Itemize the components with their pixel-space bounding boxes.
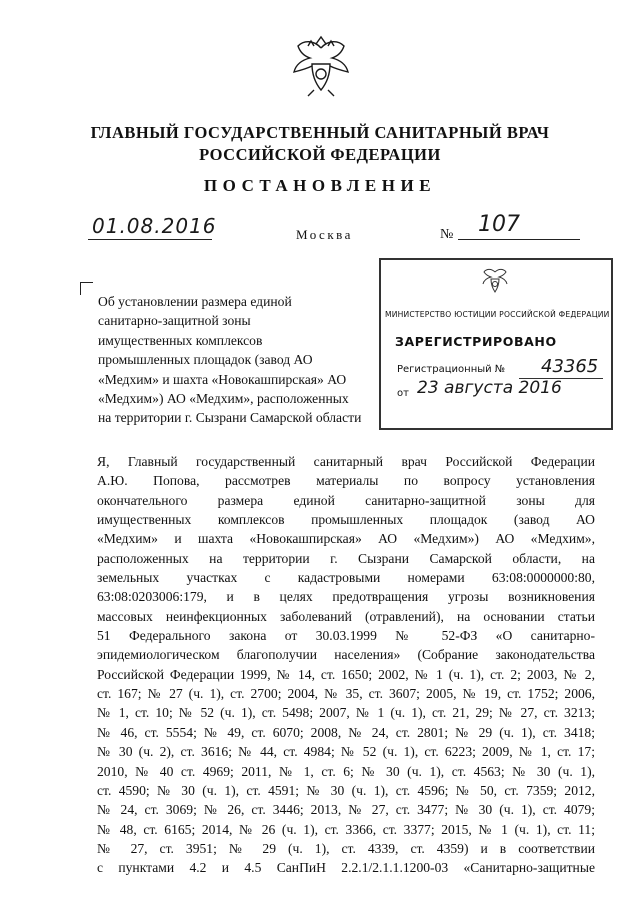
stamp-reg-date: 23 августа 2016	[417, 378, 562, 398]
body-line: Российской Федерации 1999, № 14, ст. 1650; 2002, № 1 (ч. 1), ст. 2; 2003, № 2,	[97, 666, 595, 682]
body-line: № 48, ст. 6165; 2014, № 26 (ч. 1), ст. 3366, ст. 3377; 2015, № 1 (ч. 1), ст. 11;	[97, 821, 595, 837]
subject-line: «Медхим») АО «Медхим», расположенных	[98, 391, 349, 407]
body-line: эпидемиологическом благополучии населения» (Собрание законодательства	[97, 647, 595, 663]
body-line: Я, Главный государственный санитарный врач Российской Федерации	[97, 454, 595, 469]
subject-line: имущественных комплексов	[98, 332, 263, 348]
body-paragraph	[97, 452, 595, 878]
authority-title: ГЛАВНЫЙ ГОСУДАРСТВЕННЫЙ САНИТАРНЫЙ ВРАЧ	[90, 123, 550, 142]
body-line: с пунктами 4.2 и 4.5 СанПиН 2.2.1/2.1.1.1200-03 «Санитарно-защитные	[97, 860, 595, 876]
document-city: Москва	[296, 227, 353, 242]
body-line: «Медхим» и шахта «Новокашпирская» АО «Медхим») АО «Медхим»,	[97, 531, 595, 547]
stamp-reg-number: 43365	[541, 356, 599, 377]
document-type: ПОСТАНОВЛЕНИЕ	[203, 176, 437, 195]
stamp-ministry: МИНИСТЕРСТВО ЮСТИЦИИ РОССИЙСКОЙ ФЕДЕРАЦИИ	[385, 310, 610, 319]
authority-subtitle: РОССИЙСКОЙ ФЕДЕРАЦИИ	[199, 145, 441, 164]
document-number: 107	[478, 212, 520, 237]
body-line: № 27, ст. 3951; № 29 (ч. 1), ст. 4339, ст. 4359) и в соответствии	[97, 840, 595, 856]
stamp-from-label: от	[397, 388, 409, 399]
body-line: массовых неинфекционных заболеваний (отравлений), на основании статьи	[97, 608, 595, 624]
body-line: ст. 4590; № 30 (ч. 1), ст. 4591; № 30 (ч. 1), ст. 4596; № 50, ст. 7359; 2012,	[97, 782, 595, 798]
stamp-reg-label: Регистрационный №	[397, 364, 506, 375]
subject-line: «Медхим» и шахта «Новокашпирская» АО	[98, 371, 347, 387]
subject-line: санитарно-защитной зоны	[98, 313, 251, 329]
subject-corner-mark	[80, 282, 93, 295]
body-line: 2010, № 40 ст. 4969; 2011, № 1, ст. 6; № 30 (ч. 1), ст. 4563; № 30 (ч. 1),	[97, 763, 595, 779]
subject-line: промышленных площадок (завод АО	[98, 352, 313, 368]
subject-heading	[98, 292, 390, 428]
date-underline	[88, 239, 212, 240]
body-line: ст. 167; № 27 (ч. 1), ст. 2700; 2004, № 35, ст. 3607; 2005, № 19, ст. 1752; 2006,	[97, 686, 595, 702]
number-sign: №	[440, 227, 454, 242]
document-date: 01.08.2016	[92, 214, 217, 238]
body-line: № 46, ст. 5554; № 49, ст. 6070; 2008, № 24, ст. 2801; № 29 (ч. 1), ст. 3418;	[97, 724, 595, 740]
body-line: № 1, ст. 10; № 52 (ч. 1), ст. 5498; 2007, № 1 (ч. 1), ст. 21, 29; № 27, ст. 3213;	[97, 705, 595, 721]
stamp-registered: ЗАРЕГИСТРИРОВАНО	[395, 334, 557, 349]
registration-stamp	[379, 258, 613, 430]
body-line: № 24, ст. 3069; № 26, ст. 3446; 2013, № 27, ст. 3477; № 30 (ч. 1), ст. 4079;	[97, 802, 595, 818]
number-underline	[458, 239, 580, 240]
state-emblem-icon	[290, 34, 352, 98]
subject-line: на территории г. Сызрани Самарской области	[98, 410, 362, 426]
body-line: расположенных на территории г. Сызрани Самарской области, на	[97, 550, 595, 566]
body-line: имущественных комплексов промышленных площадок (завод АО	[97, 512, 595, 528]
body-line: № 30 (ч. 2), ст. 3616; № 44, ст. 4984; № 52 (ч. 1), ст. 6223; 2009, № 1, ст. 17;	[97, 744, 595, 760]
body-line: 51 Федерального закона от 30.03.1999 № 52-ФЗ «О санитарно-	[97, 628, 595, 644]
stamp-emblem-icon	[481, 266, 509, 294]
subject-line: Об установлении размера единой	[98, 294, 292, 309]
body-line: земельных участках с кадастровыми номерами 63:08:0000000:80,	[97, 570, 595, 586]
body-line: 63:08:0203006:179, и в целях предотвращения угрозы возникновения	[97, 589, 595, 605]
body-line: А.Ю. Попова, рассмотрев материалы по вопросу установления	[97, 473, 595, 489]
body-line: окончательного размера единой санитарно-защитной зоны для	[97, 492, 595, 508]
